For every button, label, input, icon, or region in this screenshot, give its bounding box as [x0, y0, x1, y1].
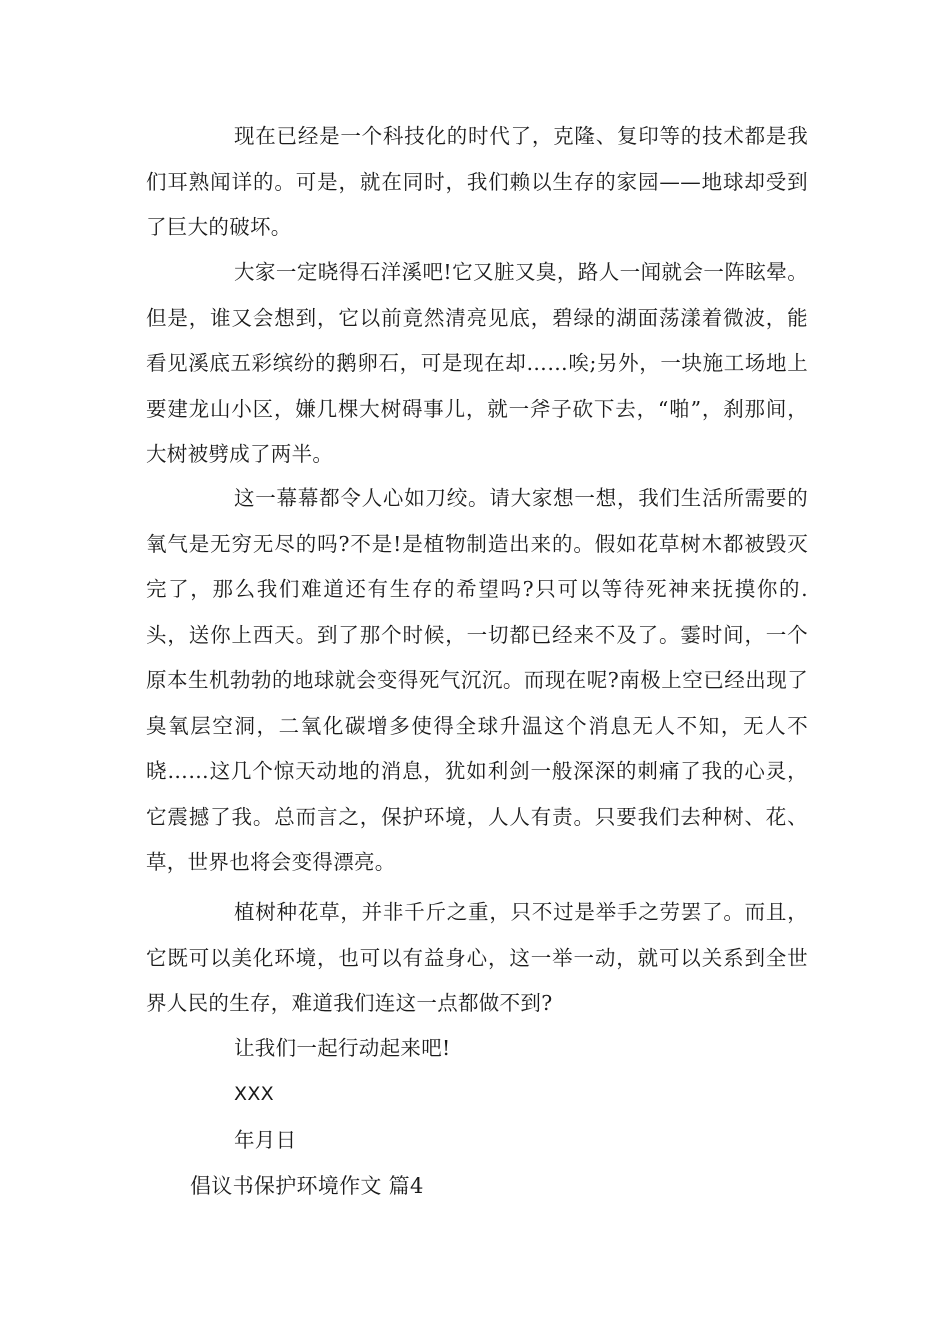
signer-name: XXX: [234, 1083, 274, 1105]
paragraph-3: 这一幕幕都令人心如刀绞。请大家想一想，我们生活所需要的氧气是无穷无尽的吗?不是!是植物制造出来的。假如花草树木都被毁灭完了，那么我们难道还有生存的希望吗?只可以等待死神来抚摸你的.头，送你上西天。到了那个时候，一切都已经来不及了。霎时间，一个原本生机勃勃的地球就会变得死气沉沉。而现在呢?南极上空已经出现了臭氧层空洞，二氧化碳增多使得全球升温这个消息无人不知，无人不晓……这几个惊天动地的消息，犹如利剑一般深深的刺痛了我的心灵，它震撼了我。总而言之，保护环境，人人有责。只要我们去种树、花、草，世界也将会变得漂亮。: [146, 486, 808, 874]
closing-line: 让我们一起行动起来吧!: [234, 1036, 451, 1060]
paragraph-2: 大家一定晓得石洋溪吧!它又脏又臭，路人一闻就会一阵眩晕。但是，谁又会想到，它以前竟然清亮见底，碧绿的湖面荡漾着微波，能看见溪底五彩缤纷的鹅卵石，可是现在却……唉;另外，一块施工场地上要建龙山小区，嫌几棵大树碍事儿，就一斧子砍下去，“啪”，刹那间，大树被劈成了两半。: [146, 260, 808, 466]
paragraph-1: 现在已经是一个科技化的时代了，克隆、复印等的技术都是我们耳熟闻详的。可是，就在同时，我们赖以生存的家园——地球却受到了巨大的破坏。: [146, 124, 808, 239]
paragraph-4: 植树种花草，并非千斤之重，只不过是举手之劳罢了。而且，它既可以美化环境，也可以有益身心，这一举一动，就可以关系到全世界人民的生存，难道我们连这一点都做不到?: [146, 900, 808, 1015]
date-line: 年月日: [234, 1128, 297, 1152]
section-heading: 倡议书保护环境作文 篇4: [190, 1174, 424, 1198]
